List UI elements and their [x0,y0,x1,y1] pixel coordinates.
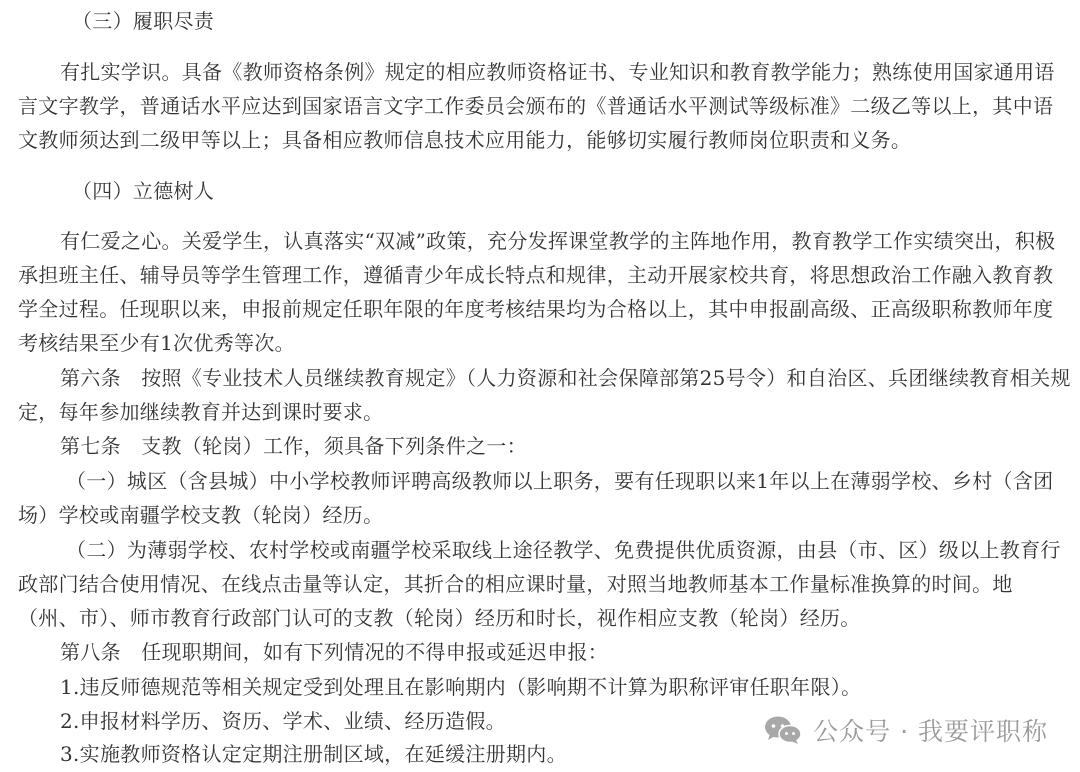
paragraph-line: 学全过程。任现职以来，申报前规定任职年限的年度考核结果均为合格以上，其中申报副高级、正高级职称教师年度 [18,297,1054,321]
article-8-item: 3.实施教师资格认定定期注册制区域，在延缓注册期内。 [60,742,567,766]
paragraph-line: 承担班主任、辅导员等学生管理工作，遵循青少年成长特点和规律，主动开展家校共育，将思想政治工作融入教育教 [18,263,1054,287]
paragraph-line: 有仁爱之心。关爱学生，认真落实“双减”政策，充分发挥课堂教学的主阵地作用，教育教学工作实绩突出，积极 [60,229,1056,253]
section-heading-3: （三）履职尽责 [72,9,215,33]
article-7-item-2: （二）为薄弱学校、农村学校或南疆学校采取线上途径教学、免费提供优质资源，由县（市、区）级以上教育行 [66,538,1061,562]
article-8-heading: 第八条 任现职期间，如有下列情况的不得申报或延迟申报： [60,640,609,664]
article-7-heading: 第七条 支教（轮岗）工作，须具备下列条件之一： [60,434,527,458]
article-6-line: 定，每年参加继续教育并达到课时要求。 [18,400,384,424]
article-8-item: 1.违反师德规范等相关规定受到处理且在影响期内（影响期不计算为职称评审任职年限）。 [60,675,862,699]
section-heading-4: （四）立德树人 [72,179,215,203]
article-8-item: 2.申报材料学历、资历、学术、业绩、经历造假。 [60,709,506,733]
article-7-item-1: （一）城区（含县城）中小学校教师评聘高级教师以上职务，要有任现职以来1年以上在薄弱学校、乡村（含团 [66,469,1054,493]
paragraph-line: 文教师须达到二级甲等以上；具备相应教师信息技术应用能力，能够切实履行教师岗位职责和义务。 [18,128,912,152]
article-6-line: 第六条 按照《专业技术人员继续教育规定》（人力资源和社会保障部第25号令）和自治区、兵团继续教育相关规 [60,366,1071,390]
paragraph-line: 言文字教学，普通话水平应达到国家语言文字工作委员会颁布的《普通话水平测试等级标准》二级乙等以上，其中语 [18,94,1054,118]
paragraph-line: 考核结果至少有1次优秀等次。 [18,331,295,355]
wechat-icon [763,715,803,745]
article-7-item-2: （州、市）、师市教育行政部门认可的支教（轮岗）经历和时长，视作相应支教（轮岗）经历。 [18,606,861,630]
article-7-item-1: 场）学校或南疆学校支教（轮岗）经历。 [18,503,384,527]
article-7-item-2: 政部门结合使用情况、在线点击量等认定，其折合的相应课时量，对照当地教师基本工作量标准换算的时间。地 [18,572,1013,596]
watermark [763,710,1048,750]
paragraph-line: 有扎实学识。具备《教师资格条例》规定的相应教师资格证书、专业知识和教育教学能力；熟练使用国家通用语 [60,60,1055,84]
watermark-text: 公众号 · 我要评职称 [813,717,1048,746]
